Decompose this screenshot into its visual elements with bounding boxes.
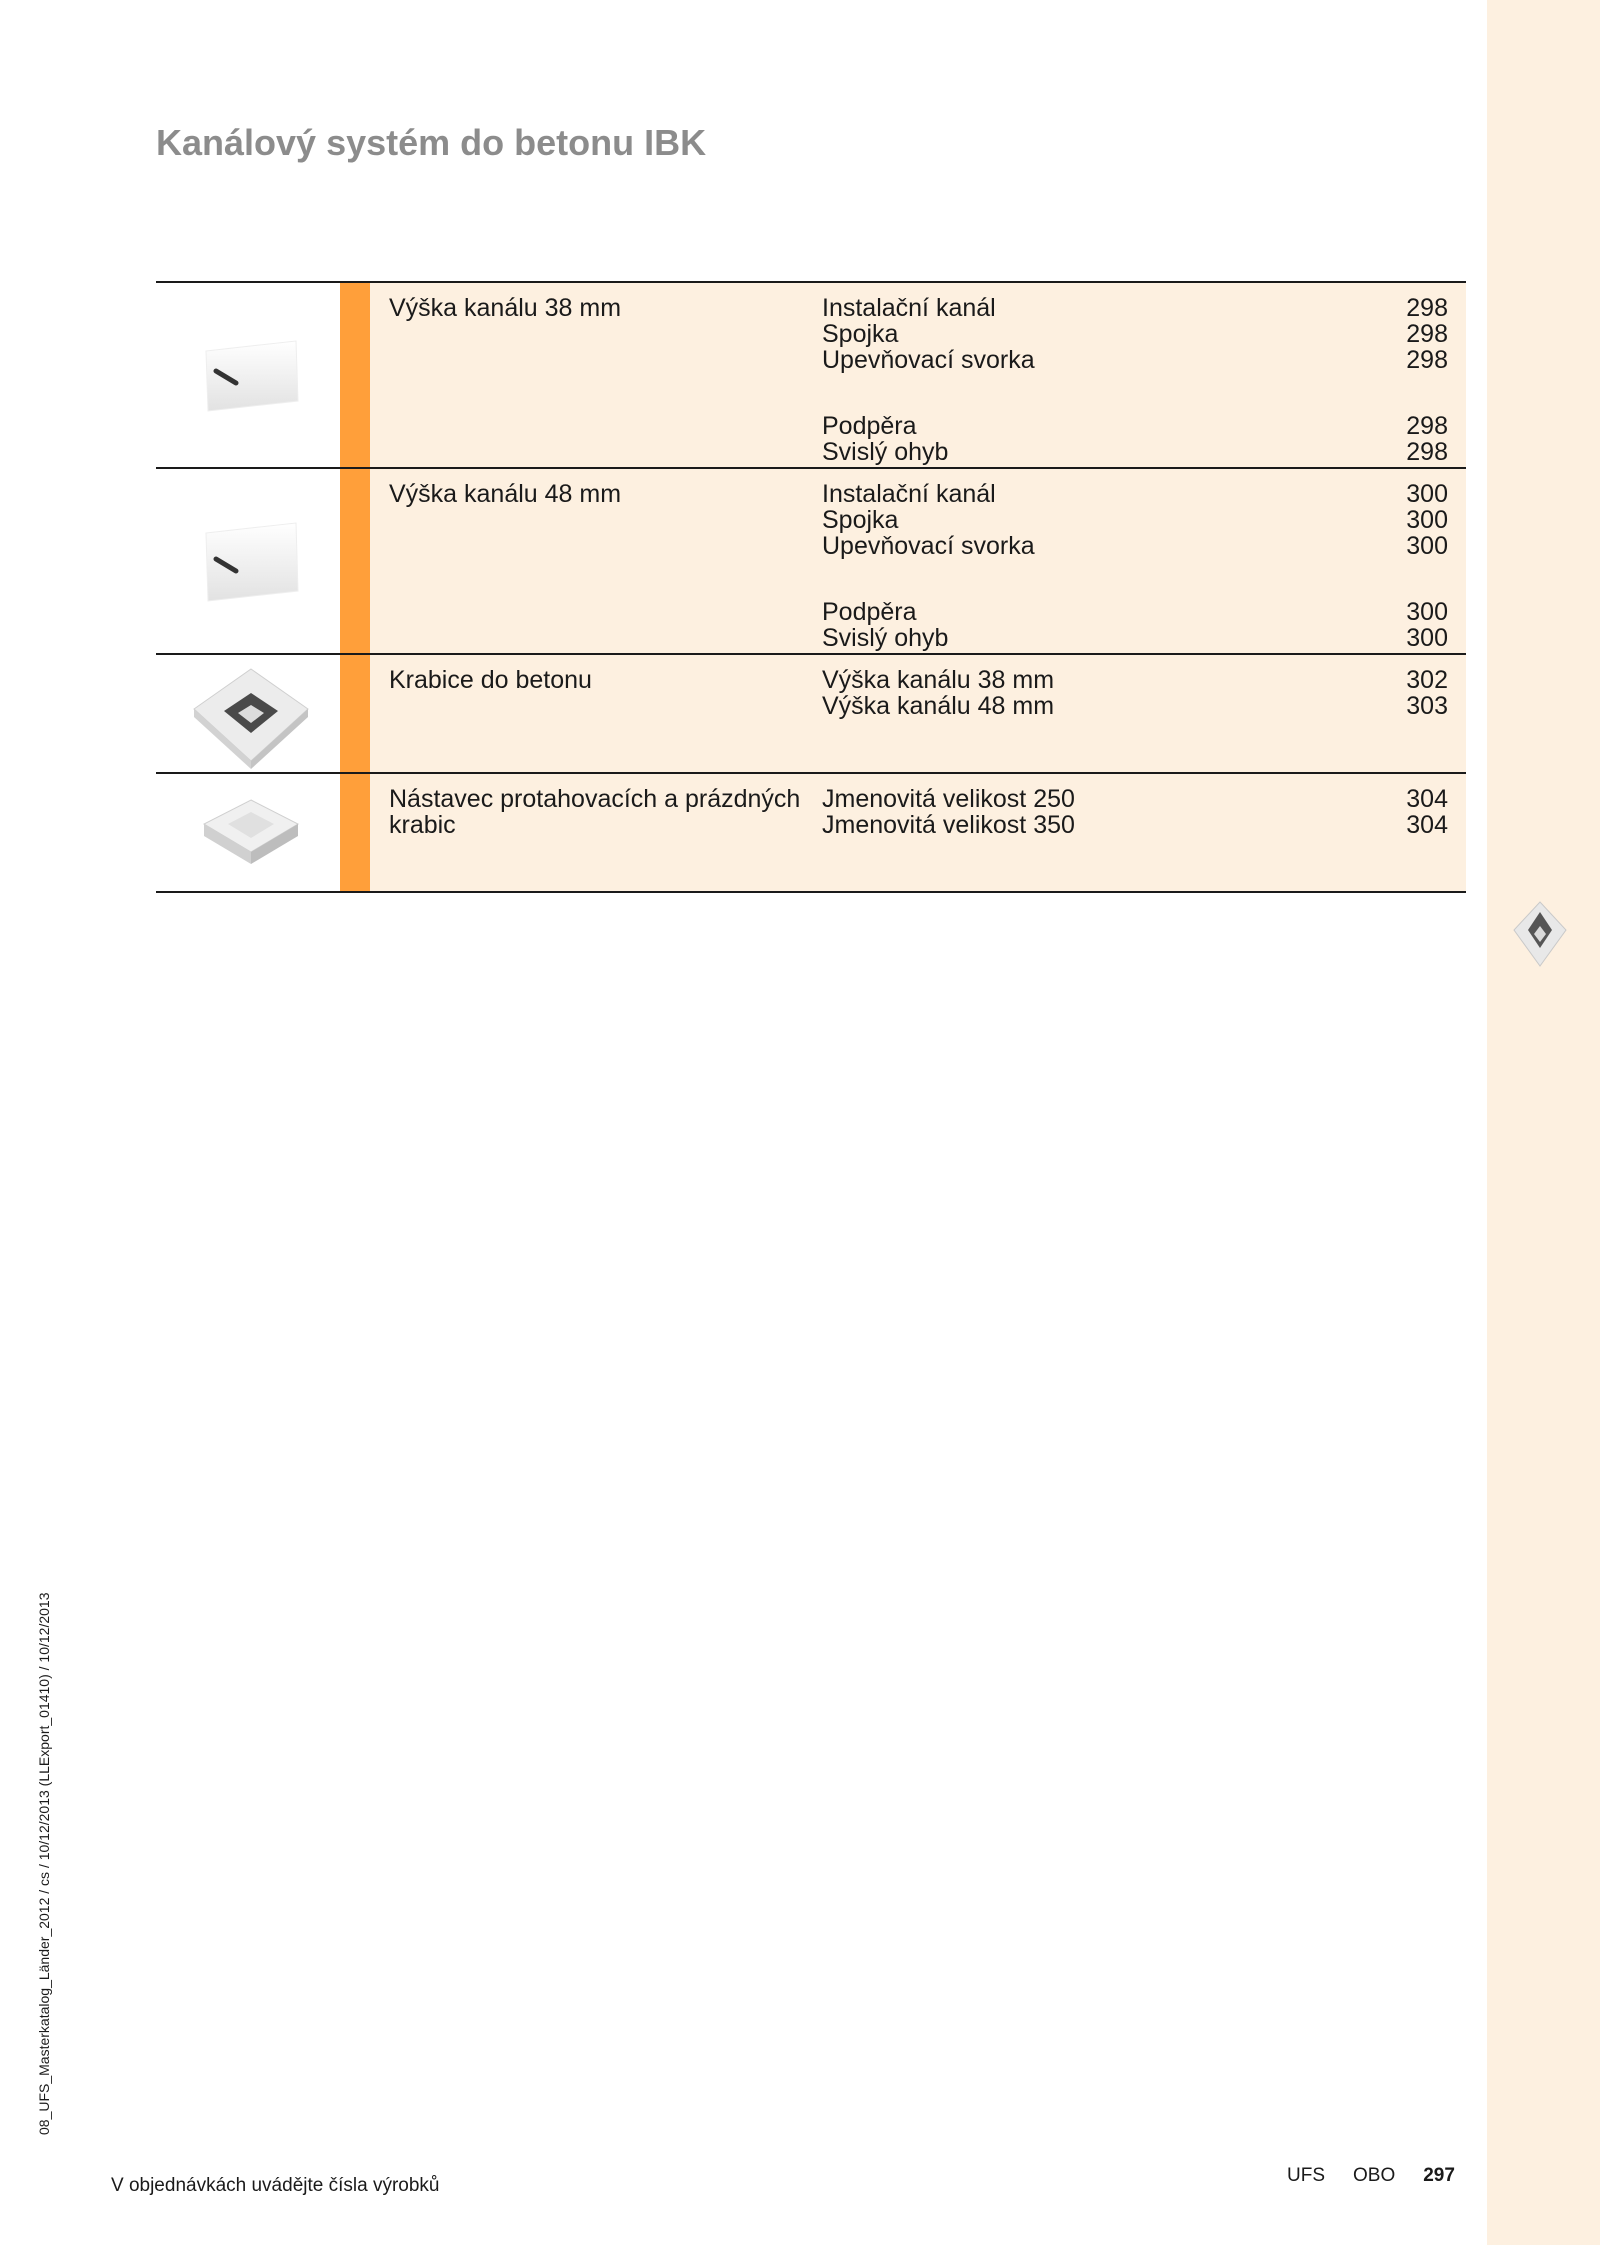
footer-note: V objednávkách uvádějte čísla výrobků [111, 2175, 440, 2196]
accent-bar [340, 469, 370, 653]
list-item: Podpěra 300 [822, 598, 1448, 626]
table-row [156, 283, 1466, 469]
table-row [156, 774, 1466, 893]
list-item: Svislý ohyb 298 [822, 438, 1448, 466]
product-image [156, 655, 340, 772]
box-extension-icon [186, 778, 316, 888]
list-item: Výška kanálu 48 mm 303 [822, 692, 1448, 720]
list-item: Spojka 300 [822, 506, 1448, 534]
list-item: Svislý ohyb 300 [822, 624, 1448, 652]
list-item: Výška kanálu 38 mm 302 [822, 666, 1448, 694]
section-label: UFS [1287, 2165, 1325, 2186]
list-item: Jmenovitá velikost 250 304 [822, 785, 1448, 813]
product-image [156, 283, 340, 467]
item-list [822, 481, 1466, 653]
page-number: 297 [1423, 2165, 1455, 2186]
product-name: Krabice do betonu [389, 666, 592, 694]
list-item: Podpěra 298 [822, 412, 1448, 440]
accent-bar [340, 655, 370, 772]
product-image [156, 469, 340, 653]
list-item: Instalační kanál 298 [822, 294, 1448, 322]
footer-info [1287, 2165, 1455, 2187]
product-table [156, 281, 1466, 893]
brand-label: OBO [1353, 2165, 1396, 2186]
list-item: Jmenovitá velikost 350 304 [822, 811, 1448, 839]
spine-text: 08_UFS_Masterkatalog_Länder_2012 / cs / 10/12/2013 (LLExport_01410) / 10/12/2013 [36, 1592, 52, 2135]
item-list [822, 667, 1466, 772]
channel-icon [186, 507, 316, 617]
item-list [822, 786, 1466, 891]
accent-bar [340, 283, 370, 467]
page-title: Kanálový systém do betonu IBK [156, 122, 707, 163]
junction-box-icon [186, 663, 316, 773]
channel-icon [186, 321, 316, 431]
junction-box-icon [1510, 900, 1570, 970]
table-row [156, 655, 1466, 774]
list-item: Instalační kanál 300 [822, 480, 1448, 508]
product-image [156, 774, 340, 891]
product-name: Výška kanálu 48 mm [389, 480, 622, 508]
list-item: Upevňovací svorka 298 [822, 346, 1448, 374]
list-item: Spojka 298 [822, 320, 1448, 348]
side-band [1487, 0, 1600, 2245]
item-list [822, 295, 1466, 467]
product-name: Nástavec protahovacích a prázdných krabic [389, 785, 801, 839]
table-row [156, 469, 1466, 655]
product-name: Výška kanálu 38 mm [389, 294, 622, 322]
accent-bar [340, 774, 370, 891]
list-item: Upevňovací svorka 300 [822, 532, 1448, 560]
